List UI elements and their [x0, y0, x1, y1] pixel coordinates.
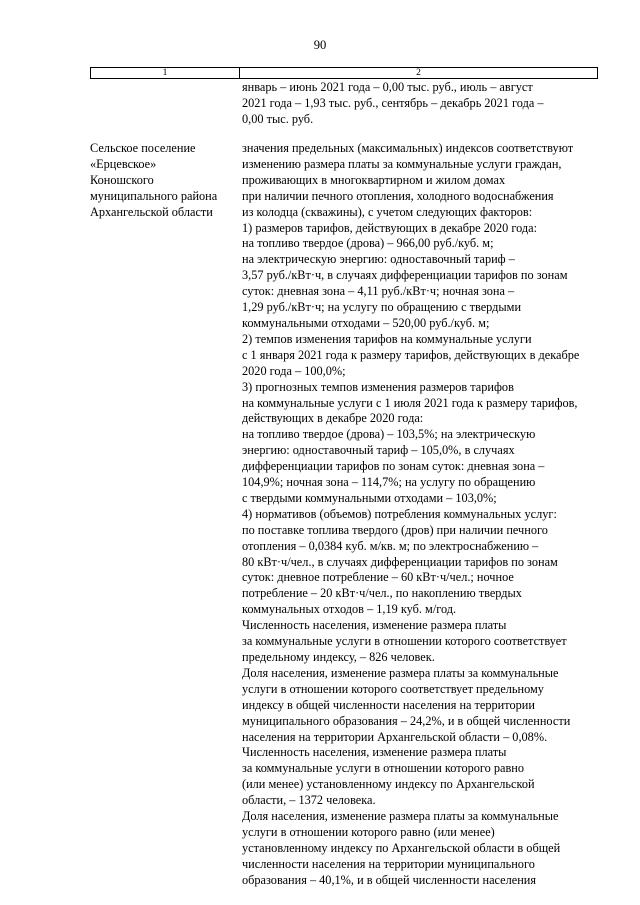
text-line: значения предельных (максимальных) индексов соответствуют — [242, 141, 574, 155]
text-line: изменению размера платы за коммунальные услуги граждан, — [242, 156, 562, 171]
text-line: отопления – 0,0384 куб. м/кв. м; по электроснабжению – — [242, 538, 539, 553]
text-line: 2021 года – 1,93 тыс. руб., сентябрь – декабрь 2021 года – — [242, 95, 544, 110]
text-line: Сельское поселение — [90, 141, 196, 155]
text-line: на топливо твердое (дрова) – 103,5%; на электрическую — [242, 427, 536, 442]
text-line: индексу в общей численности населения на территории — [242, 697, 535, 712]
text-line: потребление – 20 кВт·ч/чел., по накоплению твердых — [242, 586, 522, 601]
text-line: Численность населения, изменение размера платы — [242, 745, 507, 760]
text-line: 2) темпов изменения тарифов на коммунальные услуги — [242, 331, 532, 346]
text-line: предельному индексу, – 826 человек. — [242, 650, 435, 664]
index-description — [242, 141, 602, 889]
text-line: численности населения на территории муниципального — [242, 856, 535, 871]
table-header-col-1: 1 — [91, 68, 240, 78]
table-header-row — [90, 67, 598, 79]
text-line: 4) нормативов (объемов) потребления коммунальных услуг: — [242, 506, 557, 521]
text-line: январь – июнь 2021 года – 0,00 тыс. руб., июль – август — [242, 80, 533, 94]
text-line: 3) прогнозных темпов изменения размеров тарифов — [242, 379, 514, 394]
text-line: по поставке топлива твердого (дров) при наличии печного — [242, 522, 548, 537]
text-line: коммунальными отходами – 520,00 руб./куб. м; — [242, 315, 490, 330]
text-line: Коношского — [90, 172, 154, 187]
text-line: на коммунальные услуги с 1 июля 2021 года к размеру тарифов, — [242, 395, 578, 410]
text-line: услуги в отношении которого соответствует предельному — [242, 681, 544, 696]
text-line: 2020 года – 100,0%; — [242, 363, 346, 378]
text-line: коммунальных отходов – 1,19 куб. м/год. — [242, 602, 457, 617]
text-line: 80 кВт·ч/чел., в случаях дифференциации тарифов по зонам — [242, 554, 558, 569]
text-line: из колодца (скважины), с учетом следующих факторов: — [242, 204, 533, 219]
text-line: Численность населения, изменение размера платы — [242, 618, 507, 633]
text-line: муниципального района — [90, 188, 218, 203]
text-line: с 1 января 2021 года к размеру тарифов, действующих в декабре — [242, 347, 580, 362]
table-header-col-2: 2 — [416, 68, 421, 78]
text-line: с твердыми коммунальными отходами – 103,0%; — [242, 490, 497, 505]
text-line: муниципального образования – 24,2%, и в общей численности — [242, 713, 571, 728]
text-line: 1) размеров тарифов, действующих в декабре 2020 года: — [242, 220, 538, 235]
text-line: энергию: одноставочный тариф – 105,0%, в случаях — [242, 443, 515, 458]
text-line: Доля населения, изменение размера платы за коммунальные — [242, 809, 559, 824]
text-line: за коммунальные услуги в отношении которого соответствует — [242, 634, 567, 649]
text-line: «Ерцевское» — [90, 156, 157, 171]
text-line: 104,9%; ночная зона – 114,7%; на услугу по обращению — [242, 475, 536, 490]
text-line: 3,57 руб./кВт·ч, в случаях дифференциации тарифов по зонам — [242, 268, 568, 283]
text-line: установленному индексу по Архангельской области в общей — [242, 840, 561, 855]
municipality-name — [90, 141, 238, 221]
text-line: на топливо твердое (дрова) – 966,00 руб./куб. м; — [242, 236, 494, 251]
text-line: Доля населения, изменение размера платы за коммунальные — [242, 665, 559, 680]
text-line: Архангельской области — [90, 204, 213, 219]
text-line: при наличии печного отопления, холодного водоснабжения — [242, 188, 554, 203]
text-line: образования – 40,1%, и в общей численности населения — [242, 872, 537, 887]
text-line: населения на территории Архангельской области – 0,08%. — [242, 729, 548, 744]
text-line: на электрическую энергию: одноставочный тариф – — [242, 252, 515, 267]
text-line: услуги в отношении которого равно (или менее) — [242, 824, 495, 839]
continuation-text — [242, 80, 602, 128]
text-line: 1,29 руб./кВт·ч; на услугу по обращению с твердыми — [242, 300, 522, 315]
text-line: (или менее) установленному индексу по Архангельской — [242, 777, 535, 792]
page-number: 90 — [313, 38, 327, 52]
text-line: суток: дневная зона – 4,11 руб./кВт·ч; ночная зона – — [242, 284, 515, 299]
text-line: суток: дневное потребление – 60 кВт·ч/чел.; ночное — [242, 570, 514, 585]
text-line: 0,00 тыс. руб. — [242, 111, 314, 126]
text-line: дифференциации тарифов по зонам суток: дневная зона – — [242, 459, 545, 474]
text-line: за коммунальные услуги в отношении которого равно — [242, 761, 525, 776]
text-line: действующих в декабре 2020 года: — [242, 411, 424, 426]
text-line: области, – 1372 человека. — [242, 793, 376, 808]
text-line: проживающих в многоквартирном и жилом домах — [242, 172, 506, 187]
